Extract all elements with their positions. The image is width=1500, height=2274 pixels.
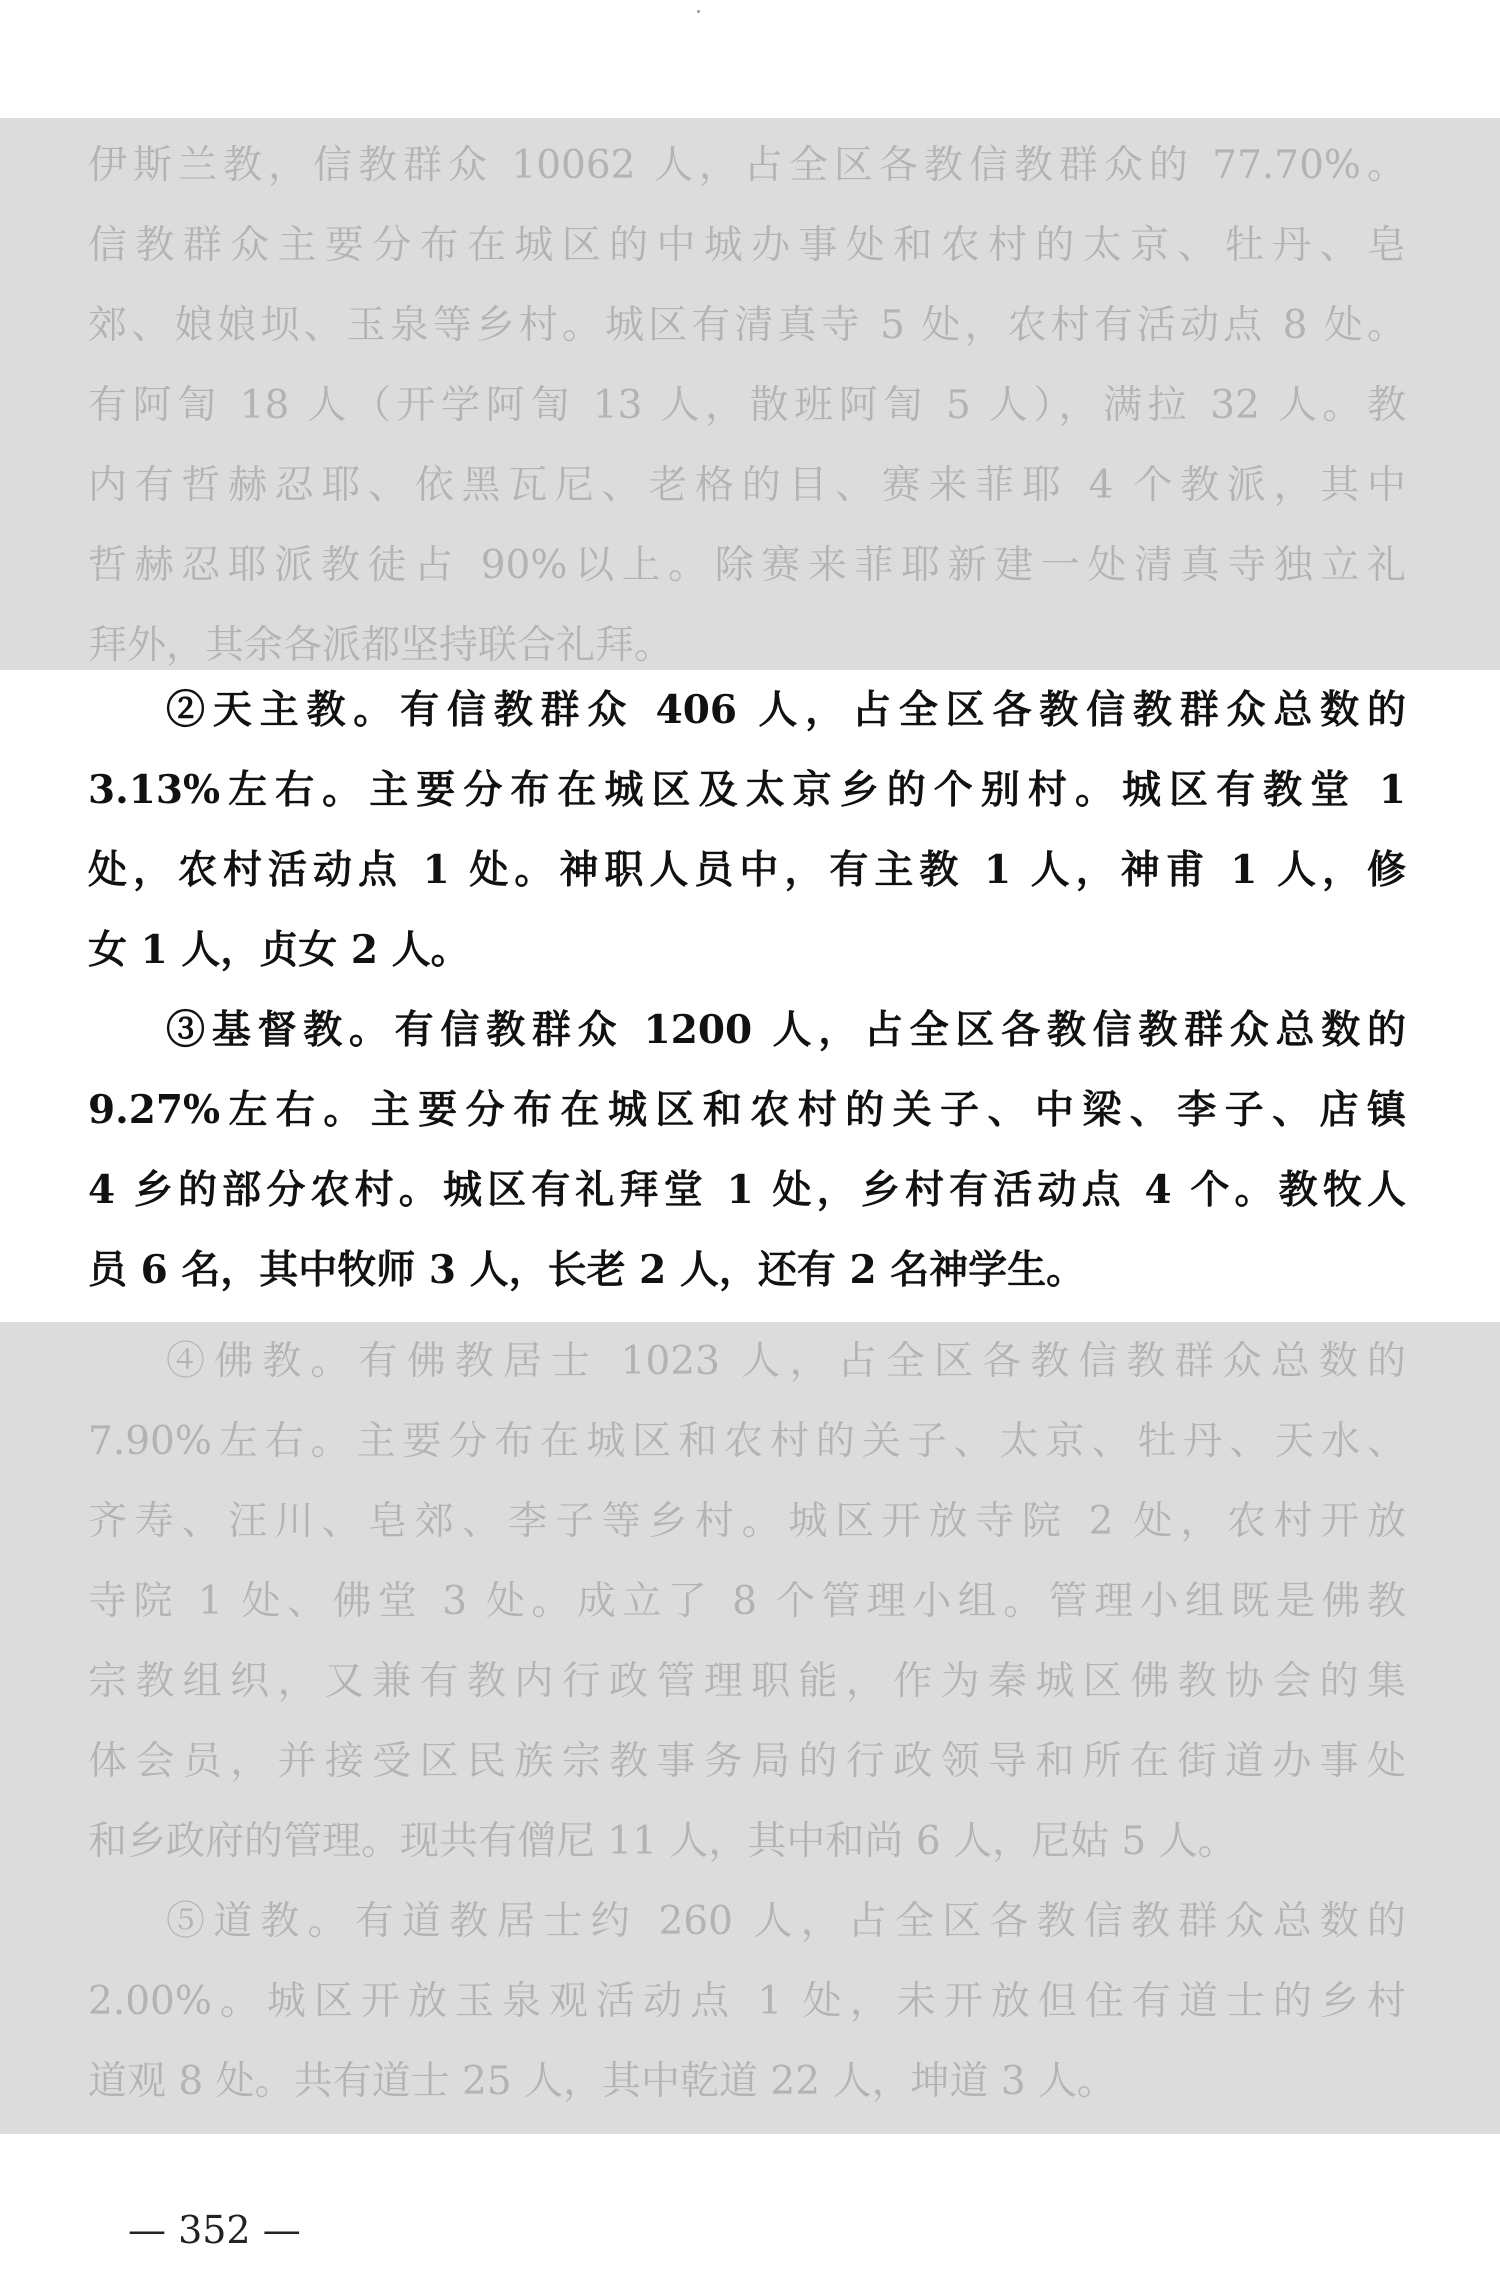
text-line: 宗教组织，又兼有教内行政管理职能，作为秦城区佛教协会的集 (88, 1659, 1406, 1704)
text-line: 有阿訇 18 人（开学阿訇 13 人，散班阿訇 5 人），满拉 32 人。教 (88, 383, 1406, 428)
text-line: 郊、娘娘坝、玉泉等乡村。城区有清真寺 5 处，农村有活动点 8 处。 (88, 303, 1406, 348)
buddhism-taoism-block (0, 1322, 1500, 2134)
text-line: 体会员，并接受区民族宗教事务局的行政领导和所在街道办事处 (88, 1739, 1406, 1784)
buddhism-paragraph-first-line: ④佛教。有佛教居士 1023 人，占全区各教信教群众总数的 (166, 1339, 1406, 1384)
text-line: 齐寿、汪川、皂郊、李子等乡村。城区开放寺院 2 处，农村开放 (88, 1499, 1406, 1544)
taoism-paragraph-first-line: ⑤道教。有道教居士约 260 人，占全区各教信教群众总数的 (166, 1899, 1406, 1944)
catholicism-paragraph-first-line: ②天主教。有信教群众 406 人，占全区各教信教群众总数的 (166, 687, 1406, 733)
text-line: 拜外，其余各派都坚持联合礼拜。 (88, 623, 674, 668)
text-line: 员 6 名，其中牧师 3 人，长老 2 人，还有 2 名神学生。 (88, 1247, 1086, 1293)
top-scan-mark (697, 10, 700, 13)
text-line: 7.90%左右。主要分布在城区和农村的关子、太京、牡丹、天水、 (88, 1419, 1406, 1464)
text-line: 9.27%左右。主要分布在城区和农村的关子、中梁、李子、店镇 (88, 1087, 1406, 1133)
islam-paragraph-block (0, 118, 1500, 670)
highlighted-paragraph-block (0, 670, 1500, 1322)
text-line: 道观 8 处。共有道士 25 人，其中乾道 22 人，坤道 3 人。 (88, 2059, 1117, 2104)
text-line: 伊斯兰教，信教群众 10062 人，占全区各教信教群众的 77.70%。 (88, 143, 1406, 188)
text-line: 处，农村活动点 1 处。神职人员中，有主教 1 人，神甫 1 人，修 (88, 847, 1406, 893)
text-line: 和乡政府的管理。现共有僧尼 11 人，其中和尚 6 人，尼姑 5 人。 (88, 1819, 1237, 1864)
page-number: — 352 — (128, 2208, 301, 2252)
text-line: 2.00%。城区开放玉泉观活动点 1 处，未开放但住有道士的乡村 (88, 1979, 1406, 2024)
text-line: 4 乡的部分农村。城区有礼拜堂 1 处，乡村有活动点 4 个。教牧人 (88, 1167, 1406, 1213)
text-line: 寺院 1 处、佛堂 3 处。成立了 8 个管理小组。管理小组既是佛教 (88, 1579, 1406, 1624)
text-line: 3.13%左右。主要分布在城区及太京乡的个别村。城区有教堂 1 (88, 767, 1406, 813)
text-line: 内有哲赫忍耶、依黑瓦尼、老格的目、赛来菲耶 4 个教派，其中 (88, 463, 1406, 508)
text-line: 女 1 人，贞女 2 人。 (88, 927, 470, 973)
text-line: 哲赫忍耶派教徒占 90%以上。除赛来菲耶新建一处清真寺独立礼 (88, 543, 1406, 588)
text-line: 信教群众主要分布在城区的中城办事处和农村的太京、牡丹、皂 (88, 223, 1406, 268)
christianity-paragraph-first-line: ③基督教。有信教群众 1200 人，占全区各教信教群众总数的 (166, 1007, 1406, 1053)
